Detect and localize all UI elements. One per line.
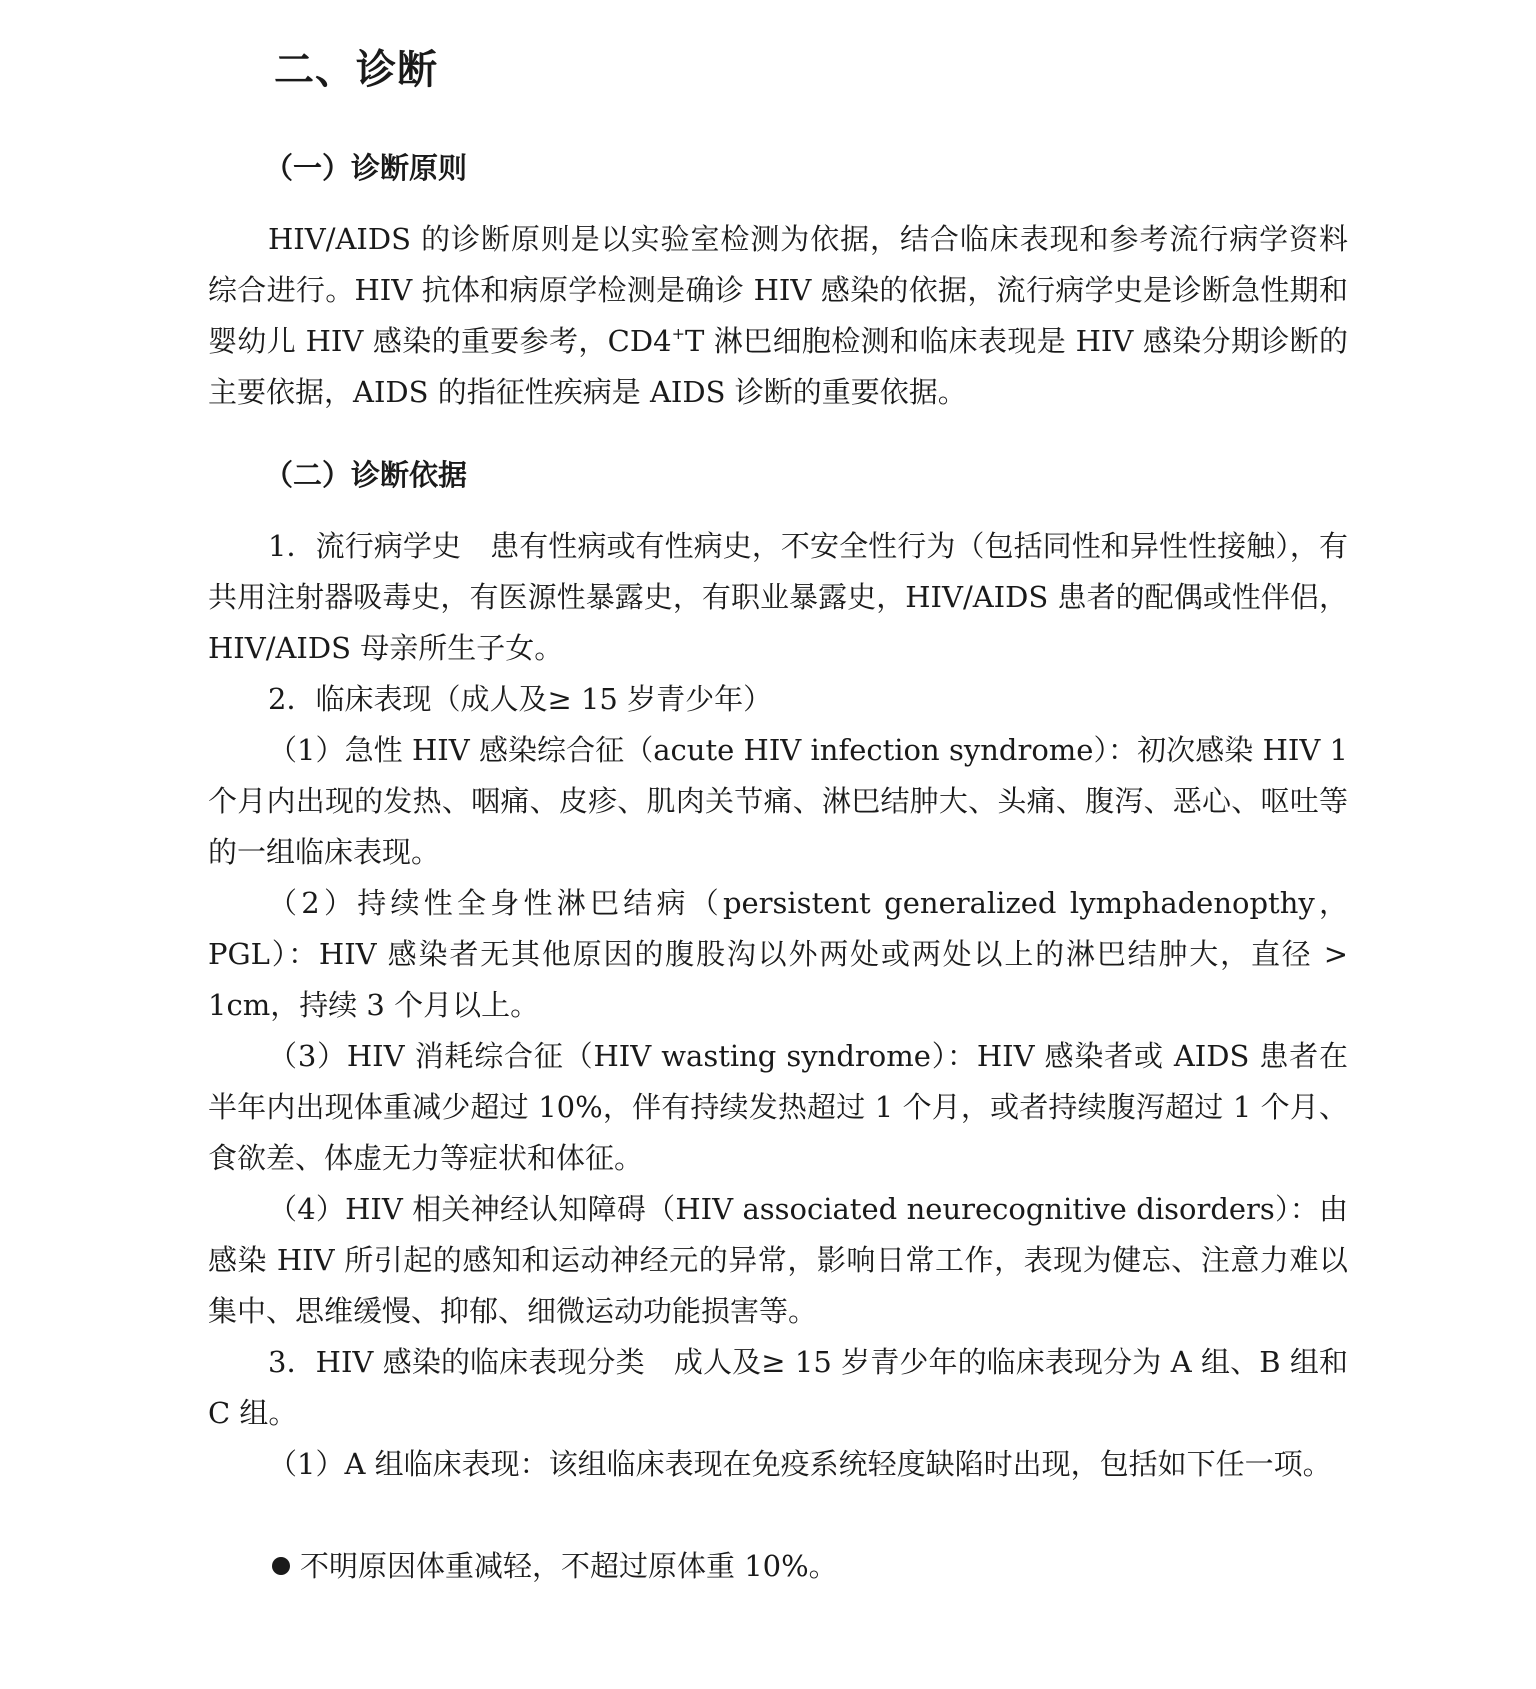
group-a-paragraph: （1）A 组临床表现：该组临床表现在免疫系统轻度缺陷时出现，包括如下任一项。 (268, 1447, 1332, 1481)
classification-paragraph: 3．HIV 感染的临床表现分类 成人及≥ 15 岁青少年的临床表现分为 A 组、B 组和 C 组。 (208, 1345, 1348, 1430)
principles-paragraph (208, 214, 1348, 418)
pgl-paragraph: （2）持续性全身性淋巴结病（persistent generalized lymphadenopthy，PGL）：HIV 感染者无其他原因的腹股沟以外两处或两处以上的淋巴结肿大，直径 > 1cm，持续 3 个月以上。 (208, 886, 1348, 1022)
principles-text-part2: T 淋巴细胞检测和临床表现是 HIV 感染分期诊断的主要依据，AIDS 的指征性疾病是 AIDS 诊断的重要依据。 (208, 324, 1348, 409)
wasting-syndrome-paragraph: （3）HIV 消耗综合征（HIV wasting syndrome）：HIV 感染者或 AIDS 患者在半年内出现体重减少超过 10%，伴有持续发热超过 1 个月，或者持续腹泻超过 1 个月、食欲差、体虚无力等症状和体征。 (208, 1039, 1348, 1175)
clinical-manifestation-heading: 2．临床表现（成人及≥ 15 岁青少年） (268, 682, 773, 716)
superscript-plus: + (671, 324, 685, 343)
section-title-basis: （二）诊断依据 (264, 458, 468, 492)
acute-infection-paragraph: （1）急性 HIV 感染综合征（acute HIV infection syndrome）：初次感染 HIV 1 个月内出现的发热、咽痛、皮疹、肌肉关节痛、淋巴结肿大、头痛、腹泻、恶心、呕吐等的一组临床表现。 (208, 733, 1348, 869)
epidemiology-paragraph: 1．流行病学史 患有性病或有性病史，不安全性行为（包括同性和异性性接触），有共用注射器吸毒史，有医源性暴露史，有职业暴露史，HIV/AIDS 患者的配偶或性伴侣，HIV/AIDS 母亲所生子女。 (208, 529, 1348, 665)
chapter-heading: 二、诊断 (274, 47, 438, 93)
bullet-dot-icon (272, 1557, 290, 1575)
bullet-item (272, 1541, 838, 1592)
section-title-principles: （一）诊断原则 (264, 151, 468, 185)
neurocognitive-paragraph: （4）HIV 相关神经认知障碍（HIV associated neurecognitive disorders）：由感染 HIV 所引起的感知和运动神经元的异常，影响日常工作，表现为健忘、注意力难以集中、思维缓慢、抑郁、细微运动功能损害等。 (208, 1192, 1348, 1328)
principles-text-part1: HIV/AIDS 的诊断原则是以实验室检测为依据，结合临床表现和参考流行病学资料综合进行。HIV 抗体和病原学检测是确诊 HIV 感染的依据，流行病学史是诊断急性期和婴幼儿 HIV 感染的重要参考，CD4 (208, 222, 1348, 358)
bullet-text: 不明原因体重减轻，不超过原体重 10%。 (300, 1549, 838, 1583)
